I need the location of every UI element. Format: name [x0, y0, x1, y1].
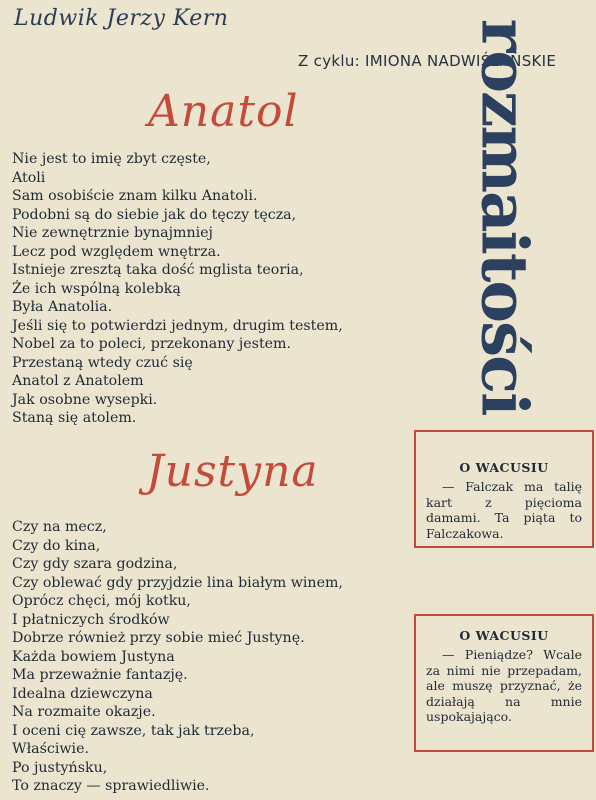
poem-line: Dobrze również przy sobie mieć Justynę. [12, 630, 305, 646]
joke-box-title: O WACUSIU [459, 460, 549, 475]
poem-line: Ma przeważnie fantazję. [12, 667, 188, 683]
poem-title-anatol: Anatol [148, 86, 299, 137]
joke-box [414, 430, 594, 548]
poem-line: Oprócz chęci, mój kotku, [12, 593, 191, 609]
joke-box-title: O WACUSIU [459, 628, 549, 643]
poem-line: To znaczy — sprawiedliwie. [12, 778, 210, 794]
poem-line: Czy gdy szara godzina, [12, 556, 178, 572]
poem-line: Była Anatolia. [12, 299, 113, 315]
poem-line: I płatniczych środków [12, 611, 170, 628]
rubric-label: rozmaitości [466, 18, 542, 414]
poem-line: Po justyńsku, [12, 759, 108, 776]
poem-justyna [12, 518, 343, 796]
poem-line: Nie jest to imię zbyt częste, [12, 151, 211, 167]
poem-line: Czy do kina, [12, 537, 101, 554]
poem-line: Podobni są do siebie jak do tęczy tęcza, [12, 206, 297, 223]
poem-line: Że ich wspólną kolebką [12, 280, 181, 297]
joke-box-text: — Pieniądze? Wcale za nimi nie przepadam, ale muszę przyznać, że działają na mnie uspokajająco. [426, 647, 582, 724]
poem-line: Atoli [12, 169, 46, 186]
author-name: Ludwik Jerzy Kern [14, 6, 229, 31]
poem-line: Jeśli się to potwierdzi jednym, drugim testem, [12, 317, 343, 334]
poem-line: Idealna dziewczyna [12, 685, 153, 702]
poem-title-justyna: Justyna [146, 446, 319, 497]
poem-line: I oceni cię zawsze, tak jak trzeba, [12, 722, 255, 739]
joke-box [414, 614, 594, 752]
poem-line: Właściwie. [12, 741, 89, 757]
poem-line: Jak osobne wysepki. [12, 391, 158, 408]
poem-line: Lecz pod względem wnętrza. [12, 243, 221, 260]
poem-line: Każda bowiem Justyna [12, 648, 175, 665]
poem-line: Przestaną wtedy czuć się [12, 354, 193, 371]
poem-line: Na rozmaite okazje. [12, 704, 156, 720]
poem-line: Staną się atolem. [12, 410, 137, 426]
rubric-heading [454, 18, 554, 414]
poem-anatol [12, 150, 343, 428]
poem-line: Czy oblewać gdy przyjdzie lina białym winem, [12, 574, 343, 591]
joke-box-text: — Falczak ma talię kart z pięcioma damami. Ta piąta to Falczakowa. [426, 479, 582, 541]
poem-line: Nie zewnętrznie bynajmniej [12, 225, 213, 241]
poem-line: Sam osobiście znam kilku Anatoli. [12, 188, 258, 204]
poem-line: Anatol z Anatolem [12, 373, 144, 389]
poem-line: Nobel za to poleci, przekonany jestem. [12, 336, 292, 352]
cycle-heading: Z cyklu: IMIONA NADWIŚLAŃSKIE [298, 52, 557, 70]
poem-line: Czy na mecz, [12, 519, 107, 535]
poem-line: Istnieje zresztą taka dość mglista teoria, [12, 262, 304, 278]
